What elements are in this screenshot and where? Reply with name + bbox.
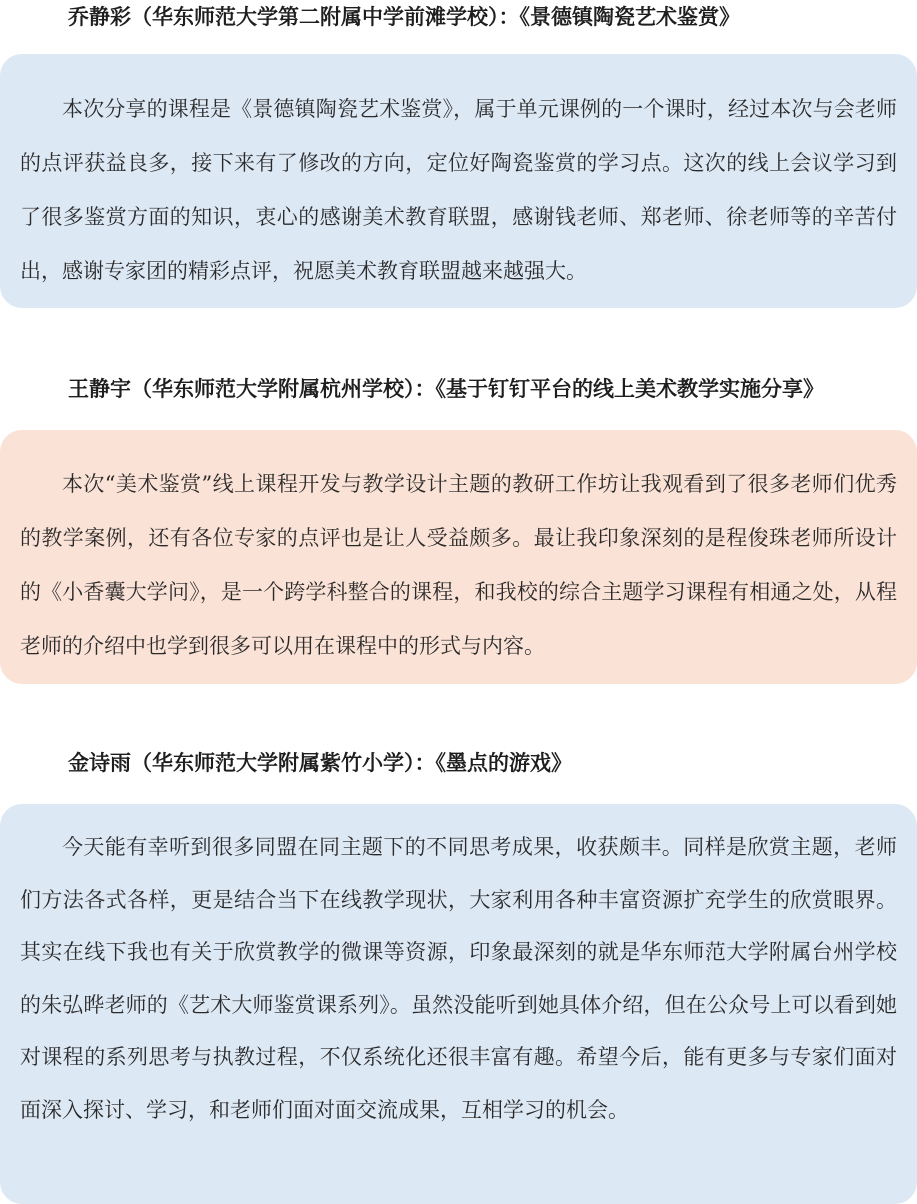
reflection-card-wang-jingyu	[0, 430, 917, 684]
section-heading-wang-jingyu: 王静宇（华东师范大学附属杭州学校）：《基于钉钉平台的线上美术教学实施分享》	[68, 377, 824, 401]
reflection-text: 本次“美术鉴赏”线上课程开发与教学设计主题的教研工作坊让我观看到了很多老师们优秀的教学案例，还有各位专家的点评也是让人受益颇多。最让我印象深刻的是程俊珠老师所设计的《小香囊大学问》，是一个跨学科整合的课程，和我校的综合主题学习课程有相通之处，从程老师的介绍中也学到很多可以用在课程中的形式与内容。	[20, 472, 897, 658]
reflection-card-qiao-jingcai	[0, 54, 917, 308]
reflection-text: 本次分享的课程是《景德镇陶瓷艺术鉴赏》，属于单元课例的一个课时，经过本次与会老师的点评获益良多，接下来有了修改的方向，定位好陶瓷鉴赏的学习点。这次的线上会议学习到了很多鉴赏方面的知识，衷心的感谢美术教育联盟，感谢钱老师、郑老师、徐老师等的辛苦付出，感谢专家团的精彩点评，祝愿美术教育联盟越来越强大。	[20, 97, 897, 283]
section-heading-jin-shiyu: 金诗雨（华东师范大学附属紫竹小学）：《墨点的游戏》	[68, 751, 572, 775]
reflection-text: 今天能有幸听到很多同盟在同主题下的不同思考成果，收获颇丰。同样是欣赏主题，老师们方法各式各样，更是结合当下在线教学现状，大家利用各种丰富资源扩充学生的欣赏眼界。其实在线下我也有关于欣赏教学的微课等资源，印象最深刻的就是华东师范大学附属台州学校的朱弘晔老师的《艺术大师鉴赏课系列》。虽然没能听到她具体介绍，但在公众号上可以看到她对课程的系列思考与执教过程，不仅系统化还很丰富有趣。希望今后，能有更多与专家们面对面深入探讨、学习，和老师们面对面交流成果，互相学习的机会。	[20, 835, 897, 1122]
section-heading-qiao-jingcai: 乔静彩（华东师范大学第二附属中学前滩学校）：《景德镇陶瓷艺术鉴赏》	[68, 5, 740, 29]
reflection-card-jin-shiyu	[0, 804, 917, 1204]
